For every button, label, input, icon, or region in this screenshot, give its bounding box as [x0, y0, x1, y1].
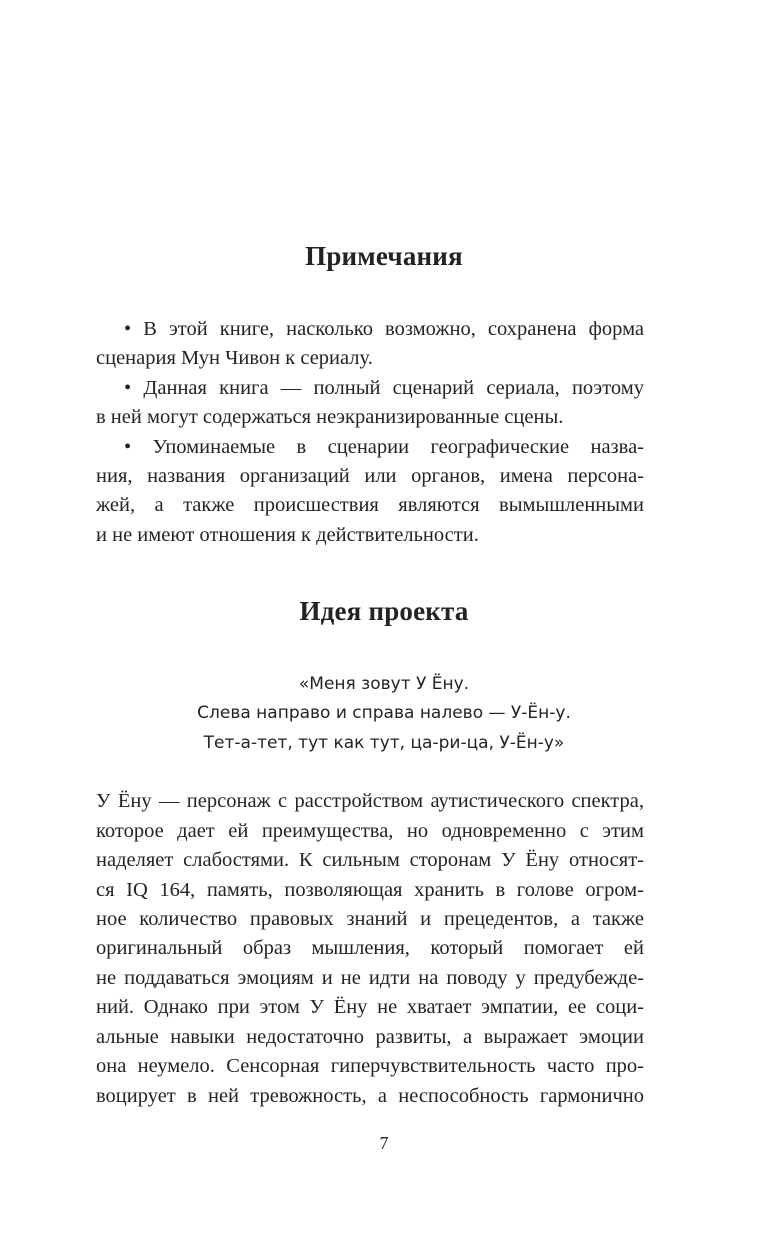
- notes-line: • Данная книга — полный сценарий сериала, поэтому: [124, 377, 644, 399]
- notes-line: • В этой книге, насколько возможно, сохранена форма: [124, 318, 644, 340]
- notes-line: в ней могут содержаться неэкранизированные сцены.: [96, 406, 564, 428]
- quote-line: «Меня зовут У Ёну.: [298, 674, 470, 694]
- body-line: оригинальный образ мышления, который помогает ей: [96, 937, 644, 959]
- notes-line: жей, а также происшествия являются вымышленными: [96, 494, 644, 516]
- body-line: наделяет слабостями. К сильным сторонам У Ёну относят-: [96, 849, 644, 871]
- body-line: альные навыки недостаточно развиты, а выражает эмоции: [96, 1026, 644, 1048]
- body-line: ное количество правовых знаний и прецедентов, а также: [96, 908, 644, 930]
- body-line: которое дает ей преимущества, но одновременно с этим: [96, 820, 644, 842]
- body-line: У Ёну — персонаж с расстройством аутистического спектра,: [96, 790, 644, 812]
- body-line: ся IQ 164, память, позволяющая хранить в голове огром-: [96, 879, 644, 901]
- notes-line: сценария Мун Чивон к сериалу.: [96, 347, 373, 369]
- quote-line: Тет-а-тет, тут как тут, ца-ри-ца, У-Ён-у»: [203, 733, 565, 753]
- page-number: 7: [379, 1133, 389, 1153]
- notes-heading: Примечания: [305, 241, 463, 271]
- body-line: не поддаваться эмоциям и не идти на поводу у предубежде-: [96, 967, 644, 989]
- notes-line: и не имеют отношения к действительности.: [96, 524, 479, 546]
- body-line: она неумело. Сенсорная гиперчувствительность часто про-: [96, 1055, 644, 1077]
- body-line: ний. Однако при этом У Ёну не хватает эмпатии, ее соци-: [96, 996, 644, 1018]
- notes-line: ния, названия организаций или органов, имена персона-: [96, 465, 644, 487]
- idea-heading: Идея проекта: [299, 596, 469, 626]
- quote-line: Слева направо и справа налево — У-Ён-у.: [197, 703, 571, 723]
- body-line: воцирует в ней тревожность, а неспособность гармонично: [96, 1085, 644, 1107]
- notes-line: • Упоминаемые в сценарии географические назва-: [124, 436, 644, 458]
